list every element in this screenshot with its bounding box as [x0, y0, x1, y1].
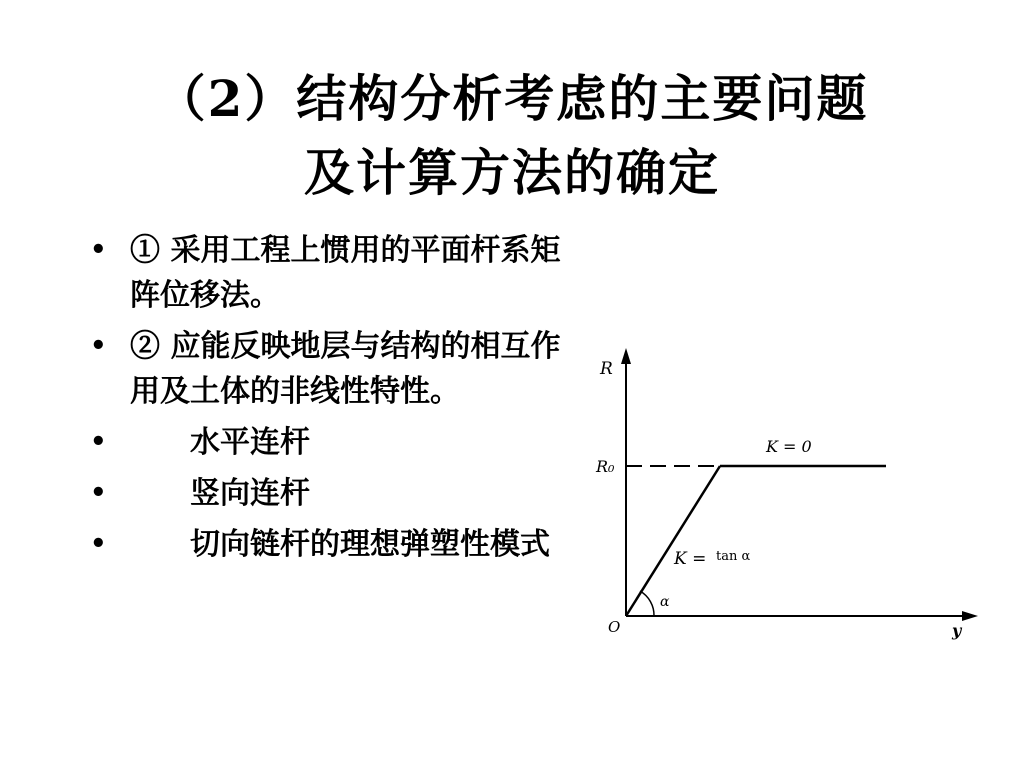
bullet-text-2: ② 应能反映地层与结构的相互作用及土体的非线性特性。 — [130, 329, 561, 409]
elastic-slope-line — [626, 466, 720, 616]
bullet-marker: • — [90, 427, 107, 457]
bullet-item-4 — [88, 471, 568, 516]
plateau-label: K = 0 — [766, 437, 812, 456]
yield-label: R₀ — [596, 457, 615, 476]
slide-title-line-1: （2）结构分析考虑的主要问题 — [155, 69, 869, 128]
slide-title-line-2: 及计算方法的确定 — [304, 143, 720, 202]
bullet-list — [88, 228, 568, 573]
bullet-item-3 — [88, 420, 568, 465]
slide-title — [0, 62, 1024, 210]
angle-arc — [640, 591, 654, 616]
slope-label-tan: tan α — [716, 549, 751, 564]
bullet-item-1 — [88, 228, 568, 318]
origin-label: O — [608, 618, 621, 636]
force-displacement-diagram — [590, 340, 990, 650]
y-axis-label: y — [952, 621, 962, 640]
slope-label-k: K = — [674, 549, 707, 569]
bullet-text-5: 切向链杆的理想弹塑性模式 — [190, 527, 550, 562]
r-axis-label: R — [600, 359, 613, 379]
bullet-marker: • — [90, 529, 107, 559]
bullet-text-1: ① 采用工程上惯用的平面杆系矩阵位移法。 — [130, 233, 561, 313]
bullet-marker: • — [90, 478, 107, 508]
bullet-item-5 — [88, 522, 568, 567]
bullet-marker: • — [90, 331, 107, 361]
angle-label: α — [660, 594, 670, 610]
bullet-text-3: 水平连杆 — [190, 425, 310, 460]
y-axis-arrow-icon — [962, 611, 978, 621]
bullet-item-2 — [88, 324, 568, 414]
bullet-text-4: 竖向连杆 — [190, 476, 310, 511]
bullet-marker: • — [90, 235, 107, 265]
r-axis-arrow-icon — [621, 348, 631, 364]
